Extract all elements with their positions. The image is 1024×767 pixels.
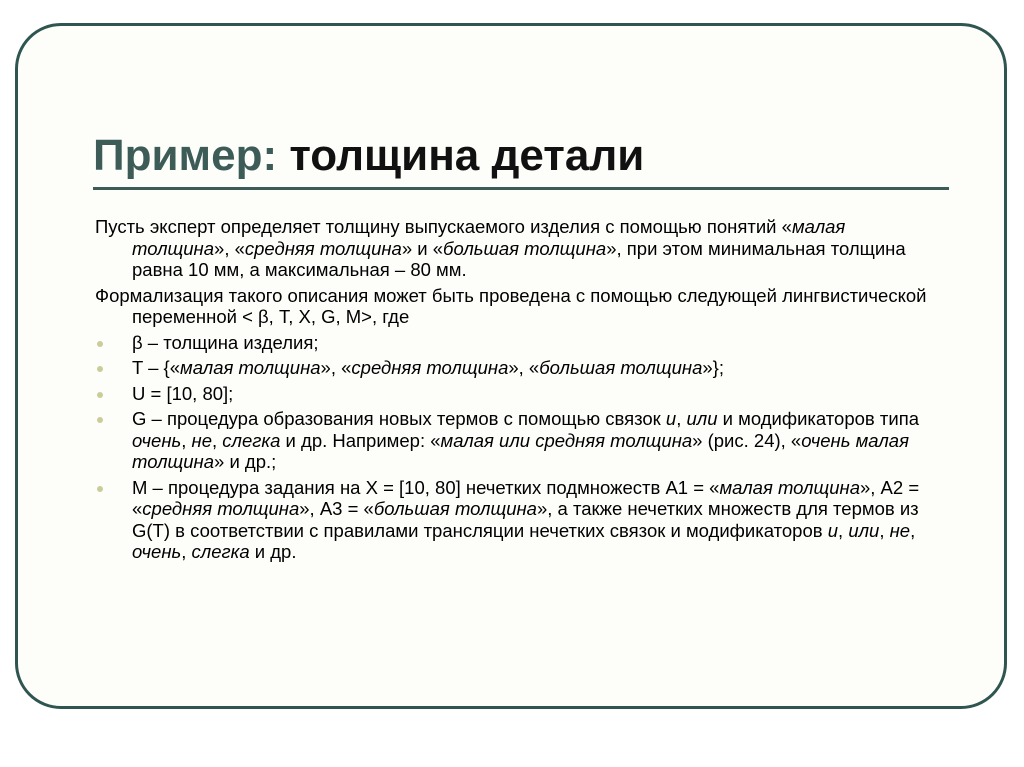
- modifier-not: не: [191, 429, 212, 451]
- text-run: ,: [212, 429, 223, 451]
- modifier-not: не: [889, 519, 911, 541]
- modifier-very: очень: [132, 429, 182, 451]
- text-run: » и «: [401, 237, 444, 259]
- title-prefix: Пример:: [93, 131, 278, 180]
- bullet-dot-icon: [97, 341, 103, 347]
- connective-or: или: [848, 519, 880, 541]
- term-small: малая толщина: [719, 476, 860, 498]
- bullet-universe: [95, 383, 940, 405]
- text-run: », «: [320, 357, 352, 378]
- term-large: большая толщина: [443, 237, 607, 259]
- term-small-or-medium: малая или средняя толщина: [440, 429, 693, 451]
- text-run: и модификаторов типа: [717, 408, 920, 429]
- text-run: ,: [910, 519, 916, 541]
- text-run: G – процедура образования новых термов с помощью связок: [132, 408, 666, 429]
- slide-title: [93, 126, 644, 186]
- text-run: ,: [676, 408, 687, 429]
- connective-or: или: [686, 408, 718, 429]
- term-large: большая толщина: [539, 357, 703, 378]
- bullet-dot-icon: [97, 392, 103, 398]
- bullet-text: U = [10, 80];: [132, 382, 234, 404]
- text-run: ,: [838, 519, 849, 541]
- bullet-beta: [95, 332, 940, 354]
- text-run: », а также нечетких множеств для термов из G(T) в соответствии с правилами трансляции нечетких связок и модификаторов: [132, 498, 919, 541]
- bullet-dot-icon: [97, 366, 103, 372]
- bullet-dot-icon: [97, 486, 103, 492]
- text-run: ,: [181, 429, 192, 451]
- term-very-small: очень малая толщина: [132, 429, 909, 472]
- paragraph-formalization: Формализация такого описания может быть проведена с помощью следующей лингвистической переменной < β, T, X, G, M>, где: [95, 284, 927, 327]
- term-medium: средняя толщина: [142, 498, 300, 519]
- text-run: » (рис. 24), «: [692, 429, 802, 451]
- text-run: и др. Например: «: [280, 429, 441, 451]
- text-run: » и др.;: [214, 451, 277, 472]
- text-run: », «: [508, 357, 540, 378]
- text-run: Пусть эксперт определяет толщину выпускаемого изделия с помощью понятий «: [95, 216, 792, 237]
- text-run: », при этом минимальная толщина равна 10 мм, а максимальная – 80 мм.: [132, 237, 906, 280]
- bullet-semantics: [95, 477, 940, 563]
- term-medium: средняя толщина: [351, 357, 509, 378]
- term-small: малая толщина: [180, 357, 321, 378]
- connective-and: и: [665, 408, 677, 429]
- modifier-very: очень: [132, 541, 182, 562]
- text-run: ,: [181, 541, 192, 562]
- bullet-terms: [95, 357, 940, 379]
- bullet-text: β – толщина изделия;: [132, 331, 319, 353]
- text-run: и др.: [249, 541, 297, 562]
- text-run: »};: [702, 357, 724, 378]
- title-underline: [93, 187, 949, 190]
- text-run: », А3 = «: [299, 498, 374, 519]
- bullet-dot-icon: [97, 417, 103, 423]
- term-large: большая толщина: [373, 498, 537, 519]
- title-rest: толщина детали: [277, 131, 645, 180]
- bullet-grammar: [95, 408, 940, 473]
- slide-body: [95, 216, 940, 567]
- text-run: T – {«: [132, 357, 181, 378]
- modifier-slightly: слегка: [191, 541, 250, 562]
- modifier-slightly: слегка: [222, 429, 281, 451]
- text-run: », А2 = «: [132, 476, 920, 519]
- paragraph-intro: [95, 216, 940, 281]
- connective-and: и: [827, 519, 839, 541]
- term-medium: средняя толщина: [244, 237, 402, 259]
- text-run: », «: [214, 237, 245, 259]
- term-small: малая толщина: [132, 216, 846, 259]
- text-run: M – процедура задания на X = [10, 80] нечетких подмножеств А1 = «: [132, 476, 720, 498]
- text-run: ,: [879, 519, 890, 541]
